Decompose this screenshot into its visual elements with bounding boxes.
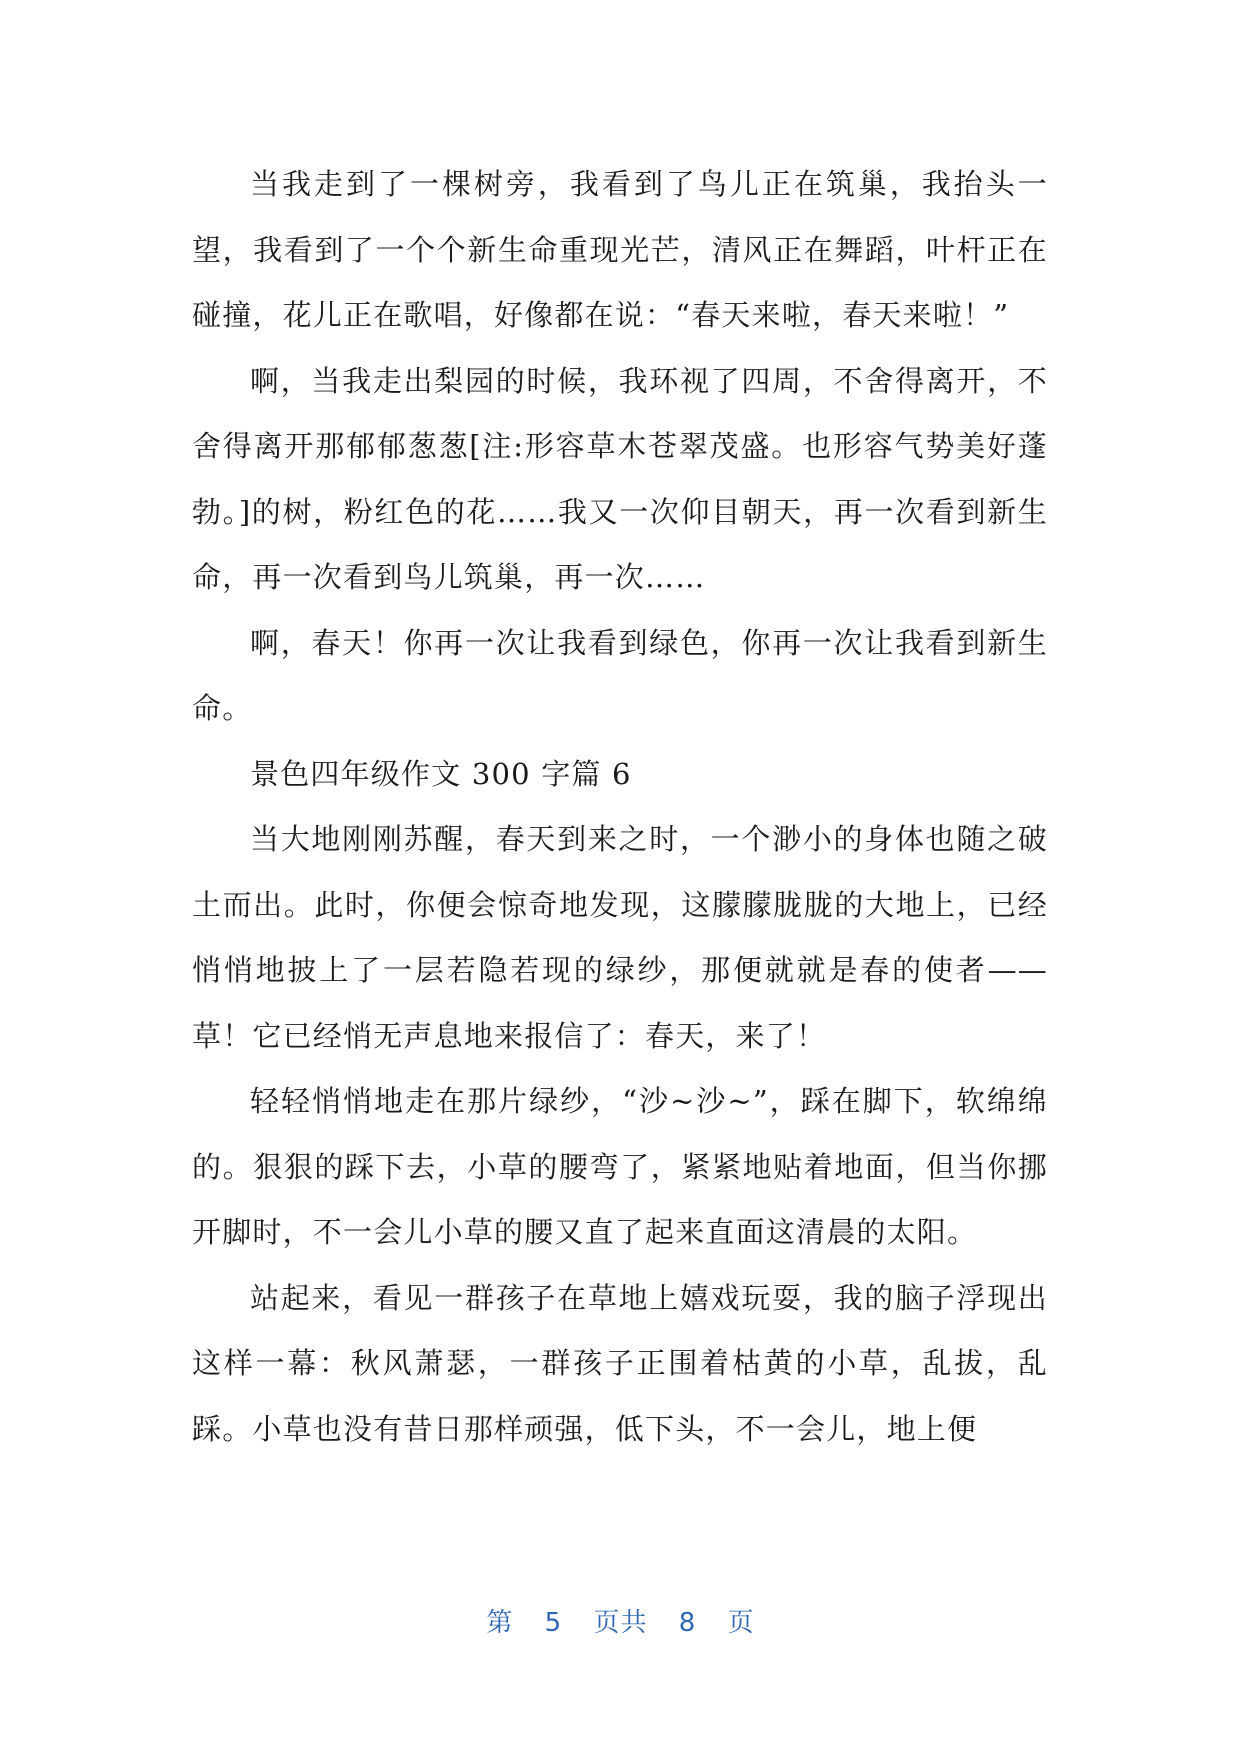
document-body (192, 152, 1048, 1462)
section-heading: 景色四年级作文 300 字篇 6 (250, 756, 632, 791)
paragraph: 当我走到了一棵树旁，我看到了鸟儿正在筑巢，我抬头一望，我看到了一个个新生命重现光芒，清风正在舞蹈，叶杆正在碰撞，花儿正在歌唱，好像都在说：“春天来啦，春天来啦！” (192, 167, 1048, 332)
paragraph: 啊，当我走出梨园的时候，我环视了四周，不舍得离开，不舍得离开那郁郁葱葱[注:形容草木苍翠茂盛。也形容气势美好蓬勃。]的树，粉红色的花……我又一次仰目朝天，再一次看到新生命，再一次看到鸟儿筑巢，再一次…… (192, 363, 1048, 594)
footer-prefix: 第 (486, 1608, 514, 1638)
footer-current-page: 5 (544, 1608, 563, 1638)
footer-middle: 页共 (593, 1608, 648, 1638)
footer-total-pages: 8 (678, 1608, 697, 1638)
paragraph: 站起来，看见一群孩子在草地上嬉戏玩耍，我的脑子浮现出这样一幕：秋风萧瑟，一群孩子正围着枯黄的小草，乱拔，乱踩。小草也没有昔日那样顽强，低下头，不一会儿，地上便 (192, 1280, 1048, 1446)
page-footer (0, 1602, 1241, 1639)
paragraph: 当大地刚刚苏醒，春天到来之时，一个渺小的身体也随之破土而出。此时，你便会惊奇地发现，这朦朦胧胧的大地上，已经悄悄地披上了一层若隐若现的绿纱，那便就就是春的使者——草！它已经悄无声息地来报信了：春天，来了！ (192, 822, 1048, 1053)
paragraph: 轻轻悄悄地走在那片绿纱，“沙~沙~”，踩在脚下，软绵绵的。狠狠的踩下去，小草的腰弯了，紧紧地贴着地面，但当你挪开脚时，不一会儿小草的腰又直了起来直面这清晨的太阳。 (192, 1084, 1048, 1249)
footer-suffix: 页 (727, 1608, 755, 1638)
paragraph: 啊，春天！你再一次让我看到绿色，你再一次让我看到新生命。 (192, 625, 1048, 725)
